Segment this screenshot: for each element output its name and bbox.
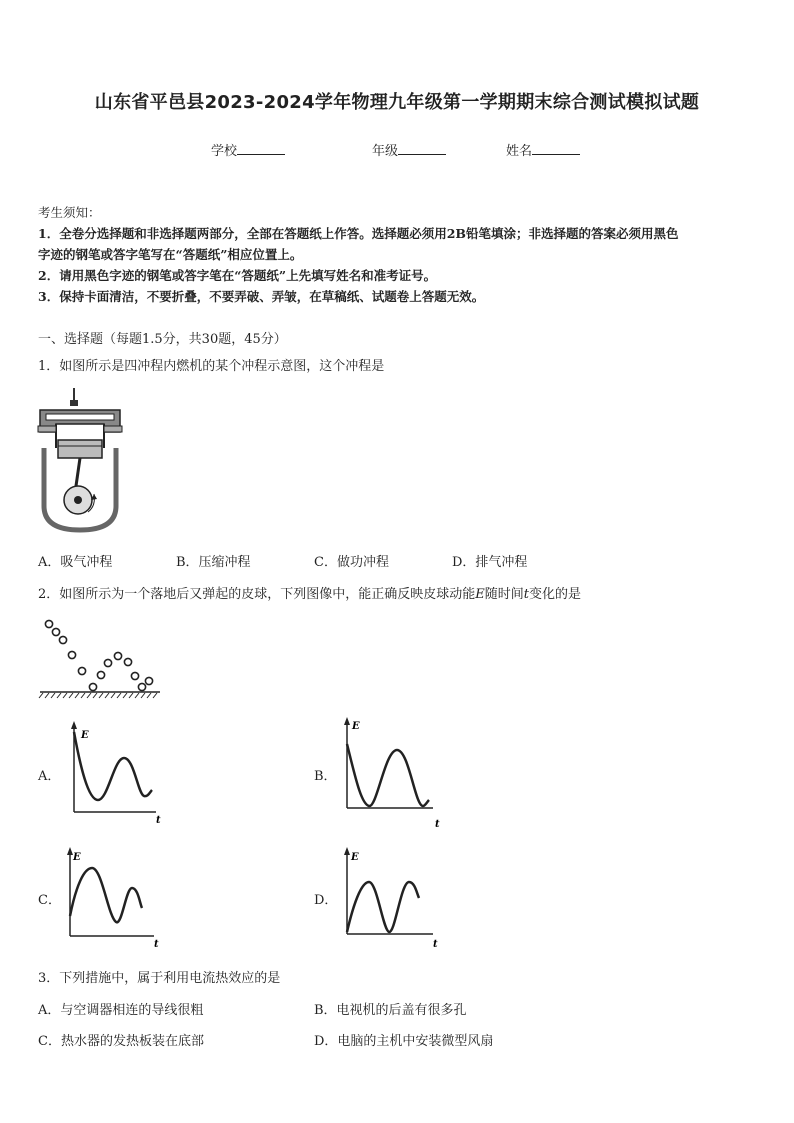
q1-option-a[interactable]: A．吸气冲程 <box>38 555 113 570</box>
q2-graph-d[interactable] <box>337 846 445 950</box>
graph-b-axis-e: E <box>352 721 360 732</box>
q2-stem-part-b: 随时间 <box>484 587 524 602</box>
q1-option-b[interactable]: B．压缩冲程 <box>176 555 251 570</box>
q2-option-c[interactable]: C． <box>38 893 61 908</box>
q3-option-c[interactable]: C．热水器的发热板装在底部 <box>38 1034 204 1049</box>
q1-option-c[interactable]: C．做功冲程 <box>314 555 389 570</box>
q2-stem <box>38 583 581 602</box>
q2-var-t: t <box>523 587 530 602</box>
notice-item-2: 2．请用黑色字迹的钢笔或答字笔在“答题纸”上先填写姓名和准考证号。 <box>38 268 437 283</box>
school-blank <box>237 142 285 155</box>
q2-option-d[interactable]: D． <box>314 893 338 908</box>
notice-item-1-cont: 字迹的钢笔或答字笔写在“答题纸”相应位置上。 <box>38 247 303 262</box>
q2-graph-b[interactable] <box>337 716 445 830</box>
graph-d-axis-t: t <box>433 939 438 950</box>
notice-header: 考生须知： <box>38 205 101 220</box>
q1-option-d[interactable]: D．排气冲程 <box>452 555 528 570</box>
section-heading: 一、选择题（每题1.5分，共30题，45分） <box>38 332 287 347</box>
engine-diagram <box>34 388 126 536</box>
q3-option-b[interactable]: B．电视机的后盖有很多孔 <box>314 1003 467 1018</box>
school-field[interactable] <box>211 140 285 159</box>
grade-label: 年级 <box>372 144 399 159</box>
graph-c-axis-t: t <box>154 939 159 950</box>
q3-stem: 3．下列措施中，属于利用电流热效应的是 <box>38 971 281 986</box>
graph-c-axis-e: E <box>73 852 81 863</box>
notice-item-1: 1．全卷分选择题和非选择题两部分，全部在答题纸上作答。选择题必须用2B铅笔填涂；非选择题的答案必须用黑色 <box>38 226 679 241</box>
q2-var-e: E <box>475 587 485 602</box>
bouncing-ball-diagram <box>38 616 164 700</box>
graph-b-axis-t: t <box>435 819 440 830</box>
graph-a-axis-e: E <box>81 730 89 741</box>
q2-graph-a[interactable] <box>64 720 168 826</box>
q1-stem: 1．如图所示是四冲程内燃机的某个冲程示意图，这个冲程是 <box>38 359 385 374</box>
q2-option-a[interactable]: A． <box>38 769 61 784</box>
graph-d-axis-e: E <box>351 852 359 863</box>
q2-graph-c[interactable] <box>62 846 170 950</box>
grade-field[interactable] <box>372 140 446 159</box>
grade-blank <box>398 142 446 155</box>
name-label: 姓名 <box>506 144 533 159</box>
q2-stem-part-a: 2．如图所示为一个落地后又弹起的皮球，下列图像中，能正确反映皮球动能 <box>38 587 476 602</box>
graph-a-axis-t: t <box>156 815 161 826</box>
name-blank <box>532 142 580 155</box>
q3-option-a[interactable]: A．与空调器相连的导线很粗 <box>38 1003 204 1018</box>
q3-option-d[interactable]: D．电脑的主机中安装微型风扇 <box>314 1034 494 1049</box>
notice-item-3: 3．保持卡面清洁，不要折叠，不要弄破、弄皱，在草稿纸、试题卷上答题无效。 <box>38 289 485 304</box>
q2-stem-part-c: 变化的是 <box>529 587 582 602</box>
q2-option-b[interactable]: B． <box>314 769 337 784</box>
school-label: 学校 <box>211 144 238 159</box>
page-title: 山东省平邑县2023-2024学年物理九年级第一学期期末综合测试模拟试题 <box>94 92 700 113</box>
name-field[interactable] <box>506 140 580 159</box>
